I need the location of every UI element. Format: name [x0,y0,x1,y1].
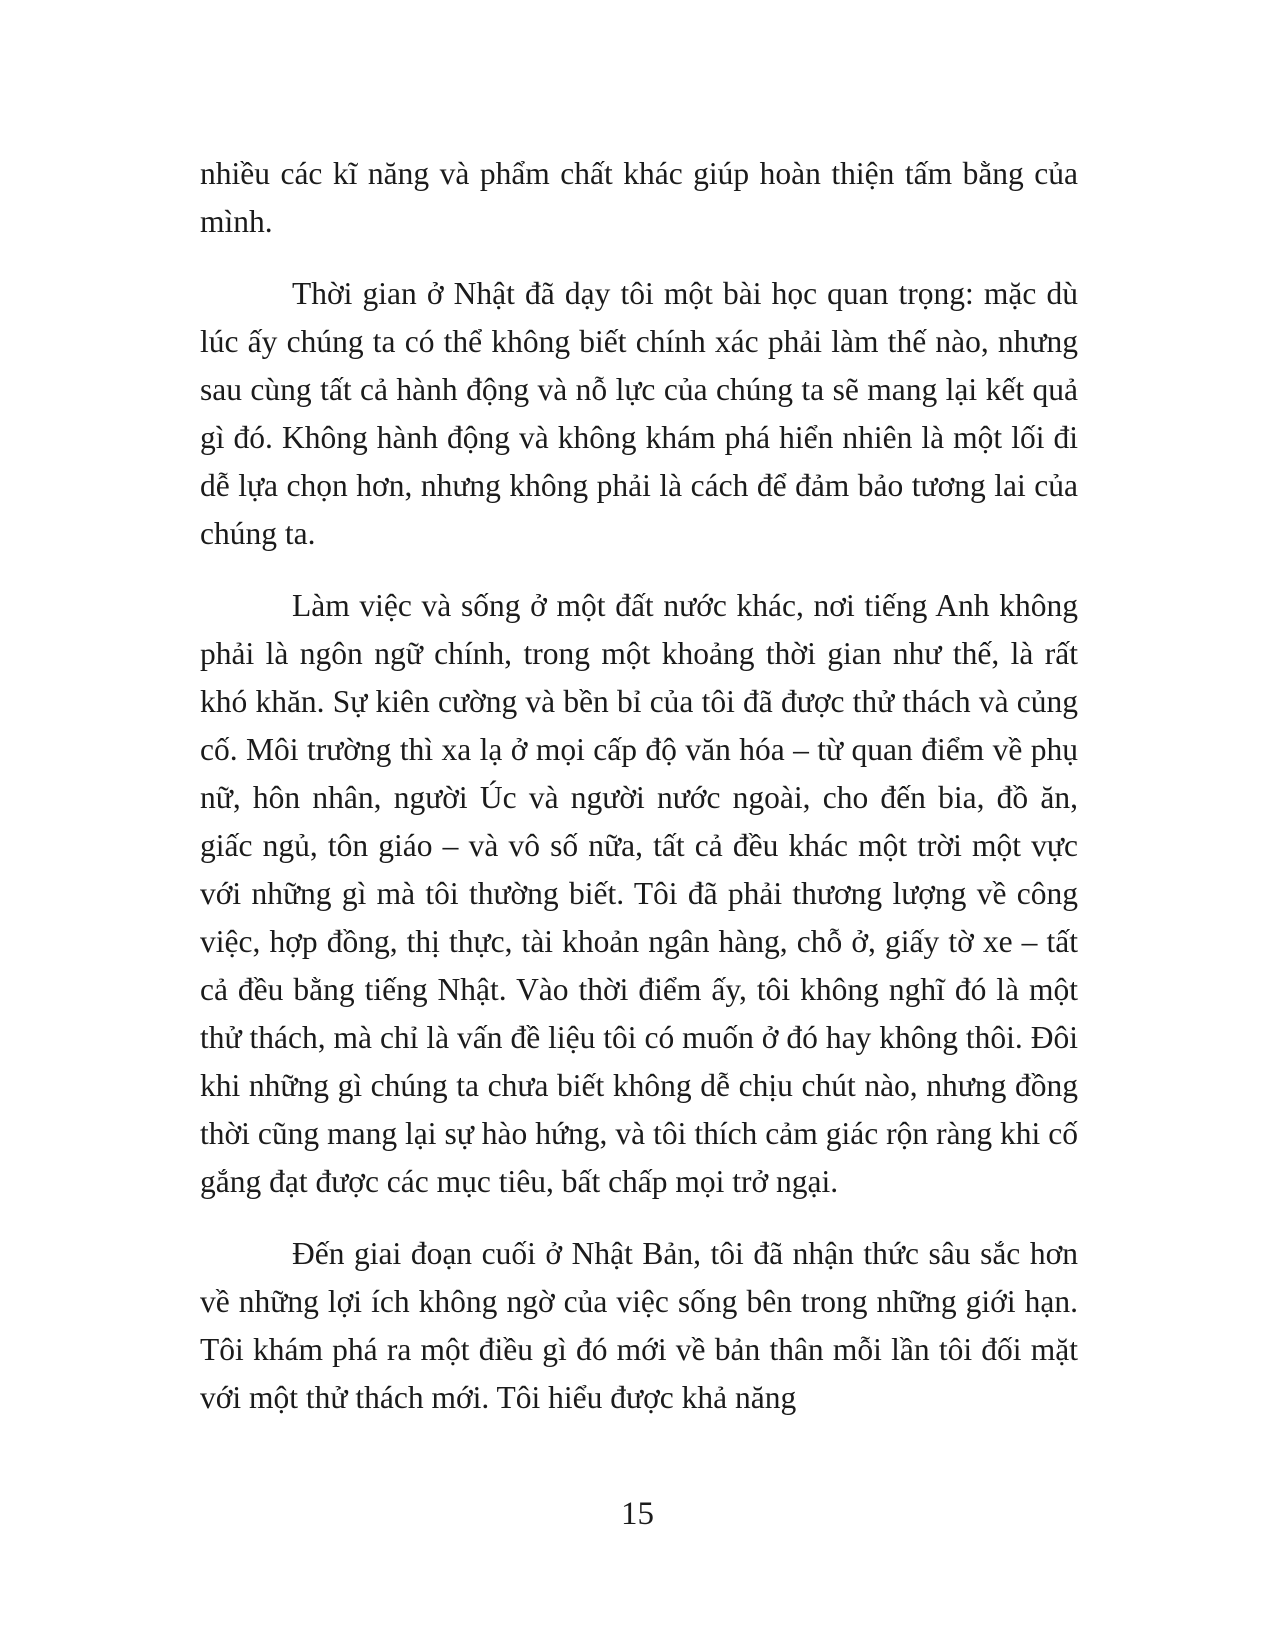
paragraph: Thời gian ở Nhật đã dạy tôi một bài học quan trọng: mặc dù lúc ấy chúng ta có thể không biết chính xác phải làm thế nào, nhưng sau cùng tất cả hành động và nỗ lực của chúng ta sẽ mang lại kết quả gì đó. Không hành động và không khám phá hiển nhiên là một lối đi dễ lựa chọn hơn, nhưng không phải là cách để đảm bảo tương lai của chúng ta. [200,276,1078,551]
body-text [200,150,1078,1446]
paragraph: Đến giai đoạn cuối ở Nhật Bản, tôi đã nhận thức sâu sắc hơn về những lợi ích không ngờ của việc sống bên trong những giới hạn. Tôi khám phá ra một điều gì đó mới về bản thân mỗi lần tôi đối mặt với một thử thách mới. Tôi hiểu được khả năng [200,1236,1078,1415]
paragraph: Làm việc và sống ở một đất nước khác, nơi tiếng Anh không phải là ngôn ngữ chính, trong một khoảng thời gian như thế, là rất khó khăn. Sự kiên cường và bền bỉ của tôi đã được thử thách và củng cố. Môi trường thì xa lạ ở mọi cấp độ văn hóa – từ quan điểm về phụ nữ, hôn nhân, người Úc và người nước ngoài, cho đến bia, đồ ăn, giấc ngủ, tôn giáo – và vô số nữa, tất cả đều khác một trời một vực với những gì mà tôi thường biết. Tôi đã phải thương lượng về công việc, hợp đồng, thị thực, tài khoản ngân hàng, chỗ ở, giấy tờ xe – tất cả đều bằng tiếng Nhật. Vào thời điểm ấy, tôi không nghĩ đó là một thử thách, mà chỉ là vấn đề liệu tôi có muốn ở đó hay không thôi. Đôi khi những gì chúng ta chưa biết không dễ chịu chút nào, nhưng đồng thời cũng mang lại sự hào hứng, và tôi thích cảm giác rộn ràng khi cố gắng đạt được các mục tiêu, bất chấp mọi trở ngại. [200,588,1078,1199]
paragraph-continuation: nhiều các kĩ năng và phẩm chất khác giúp hoàn thiện tấm bằng của mình. [200,156,1078,239]
page-number: 15 [621,1496,654,1532]
